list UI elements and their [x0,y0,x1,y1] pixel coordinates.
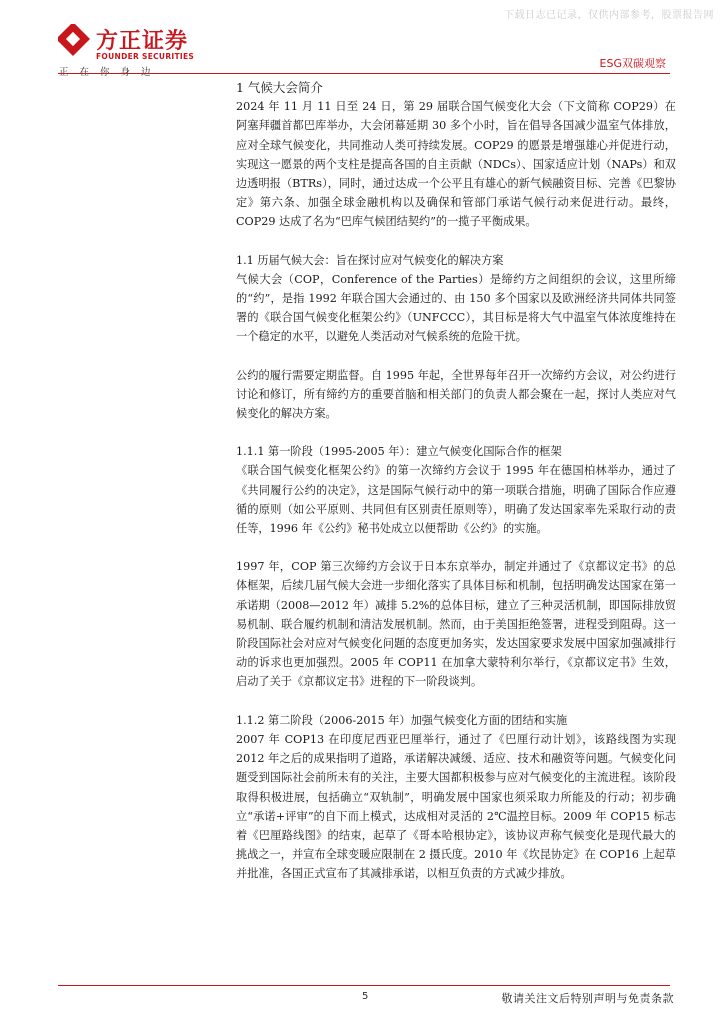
paragraph-cop-definition: 气候大会（COP，Conference of the Parties）是缔约方之间组织的会议，这里所缔的“约”，是指 1992 年联合国大会通过的、由 150 多个国家以及欧洲经济共同体共同签署的《联合国气候变化框架公约》（UNFCCC），其目标是将大气中温室气体浓度维持在一个稳定的水平，以避免人类活动对气候系统的危险干扰。 [236,272,676,344]
logo-slogan [59,64,162,78]
heading-1: 1 气候大会简介 [236,80,323,95]
paragraph-convention-review: 公约的履行需要定期监督。自 1995 年起，全世界每年召开一次缔约方会议，对公约进行讨论和修订，所有缔约方的重要首脑和相关部门的负责人都会聚在一起，探讨人类应对气候变化的解决方案。 [236,368,676,421]
watermark-text: 下载日志已记录，仅供内部参考，股票报告网 [504,10,714,21]
heading-1-1-2: 1.1.2 第二阶段（2006-2015 年）加强气候变化方面的团结和实施 [236,713,568,727]
report-body [236,78,676,884]
paragraph-kyoto: 1997 年，COP 第三次缔约方会议于日本东京举办，制定并通过了《京都议定书》的总体框架，后续几届气候大会进一步细化落实了具体目标和机制，包括明确发达国家在第一承诺期（2008—2012 年）减排 5.2%的总体目标，建立了三种灵活机制，即国际排放贸易机制、联合履约机制和清洁发展机制。然而，由于美国拒绝签署，进程受到阻碍。这一阶段国际社会对应对气候变化问题的态度更加务实，发达国家要求发展中国家加强减排行动的诉求也更加强烈。2005 年 COP11 在加拿大蒙特利尔举行，《京都议定书》生效，启动了关于《京都议定书》进程的下一阶段谈判。 [236,560,676,689]
header-divider [58,73,670,74]
section-label: ESG双碳观察 [599,57,666,70]
paragraph-first-cop: 《联合国气候变化框架公约》的第一次缔约方会议于 1995 年在德国柏林举办，通过了《共同履行公约的决定》，这是国际气候行动中的第一项联合措施，明确了国际合作应遵循的原则（如公平原则、共同但有区别责任原则等），明确了发达国家率先采取行动的责任等，1996 年《公约》秘书处成立以便帮助《公约》的实施。 [236,464,676,536]
logo-cn-text: 方正证券 [96,29,189,54]
footer-disclaimer: 敬请关注文后特别声明与免责条款 [501,992,674,1005]
logo-mark-icon [58,24,92,58]
paragraph-bali-copenhagen: 2007 年 COP13 在印度尼西亚巴厘举行，通过了《巴厘行动计划》，该路线图为实现 2012 年之后的成果指明了道路，承诺解决减缓、适应、技术和融资等问题。气候变化问题受到国际社会前所未有的关注，主要大国都积极参与应对气候变化的主流进程。该阶段取得积极进展，包括确立“双轨制”，明确发展中国家也须采取力所能及的行动；初步确立“承诺+评审”的自下而上模式，达成相对灵活的 2℃温控目标。2009 年 COP15 标志着《巴厘路线图》的结束，起草了《哥本哈根协定》，该协议声称气候变化是现代最大的挑战之一，并宣布全球变暖应限制在 2 摄氏度。2010 年《坎昆协定》在 COP16 上起草并批准，各国正式宣布了其减排承诺，以相互负责的方式减少排放。 [236,732,676,881]
heading-1-1-1: 1.1.1 第一阶段（1995-2005 年）：建立气候变化国际合作的框架 [236,445,562,459]
footer-divider [58,985,670,986]
paragraph-cop29-intro: 2024 年 11 月 11 日至 24 日，第 29 届联合国气候变化大会（下文简称 COP29）在阿塞拜疆首都巴库举办，大会闭幕延期 30 多个小时，旨在倡导各国减少温室气体排放，应对全球气候变化，共同推动人类可持续发展。COP29 的愿景是增强雄心并促进行动，实现这一愿景的两个支柱是提高各国的自主贡献（NDCs）、国家适应计划（NAPs）和双边透明报（BTRs），同时，通过达成一个公平且有雄心的新气候融资目标、完善《巴黎协定》第六条、加强全球金融机构以及确保和管部门承诺气候行动来促进行动。最终，COP29 达成了名为“巴库气候团结契约”的一揽子平衡成果。 [236,100,676,229]
page-number: 5 [362,991,369,1002]
heading-1-1: 1.1 历届气候大会：旨在探讨应对气候变化的解决方案 [236,253,504,267]
logo-en-text: FOUNDER SECURITIES [96,52,195,61]
